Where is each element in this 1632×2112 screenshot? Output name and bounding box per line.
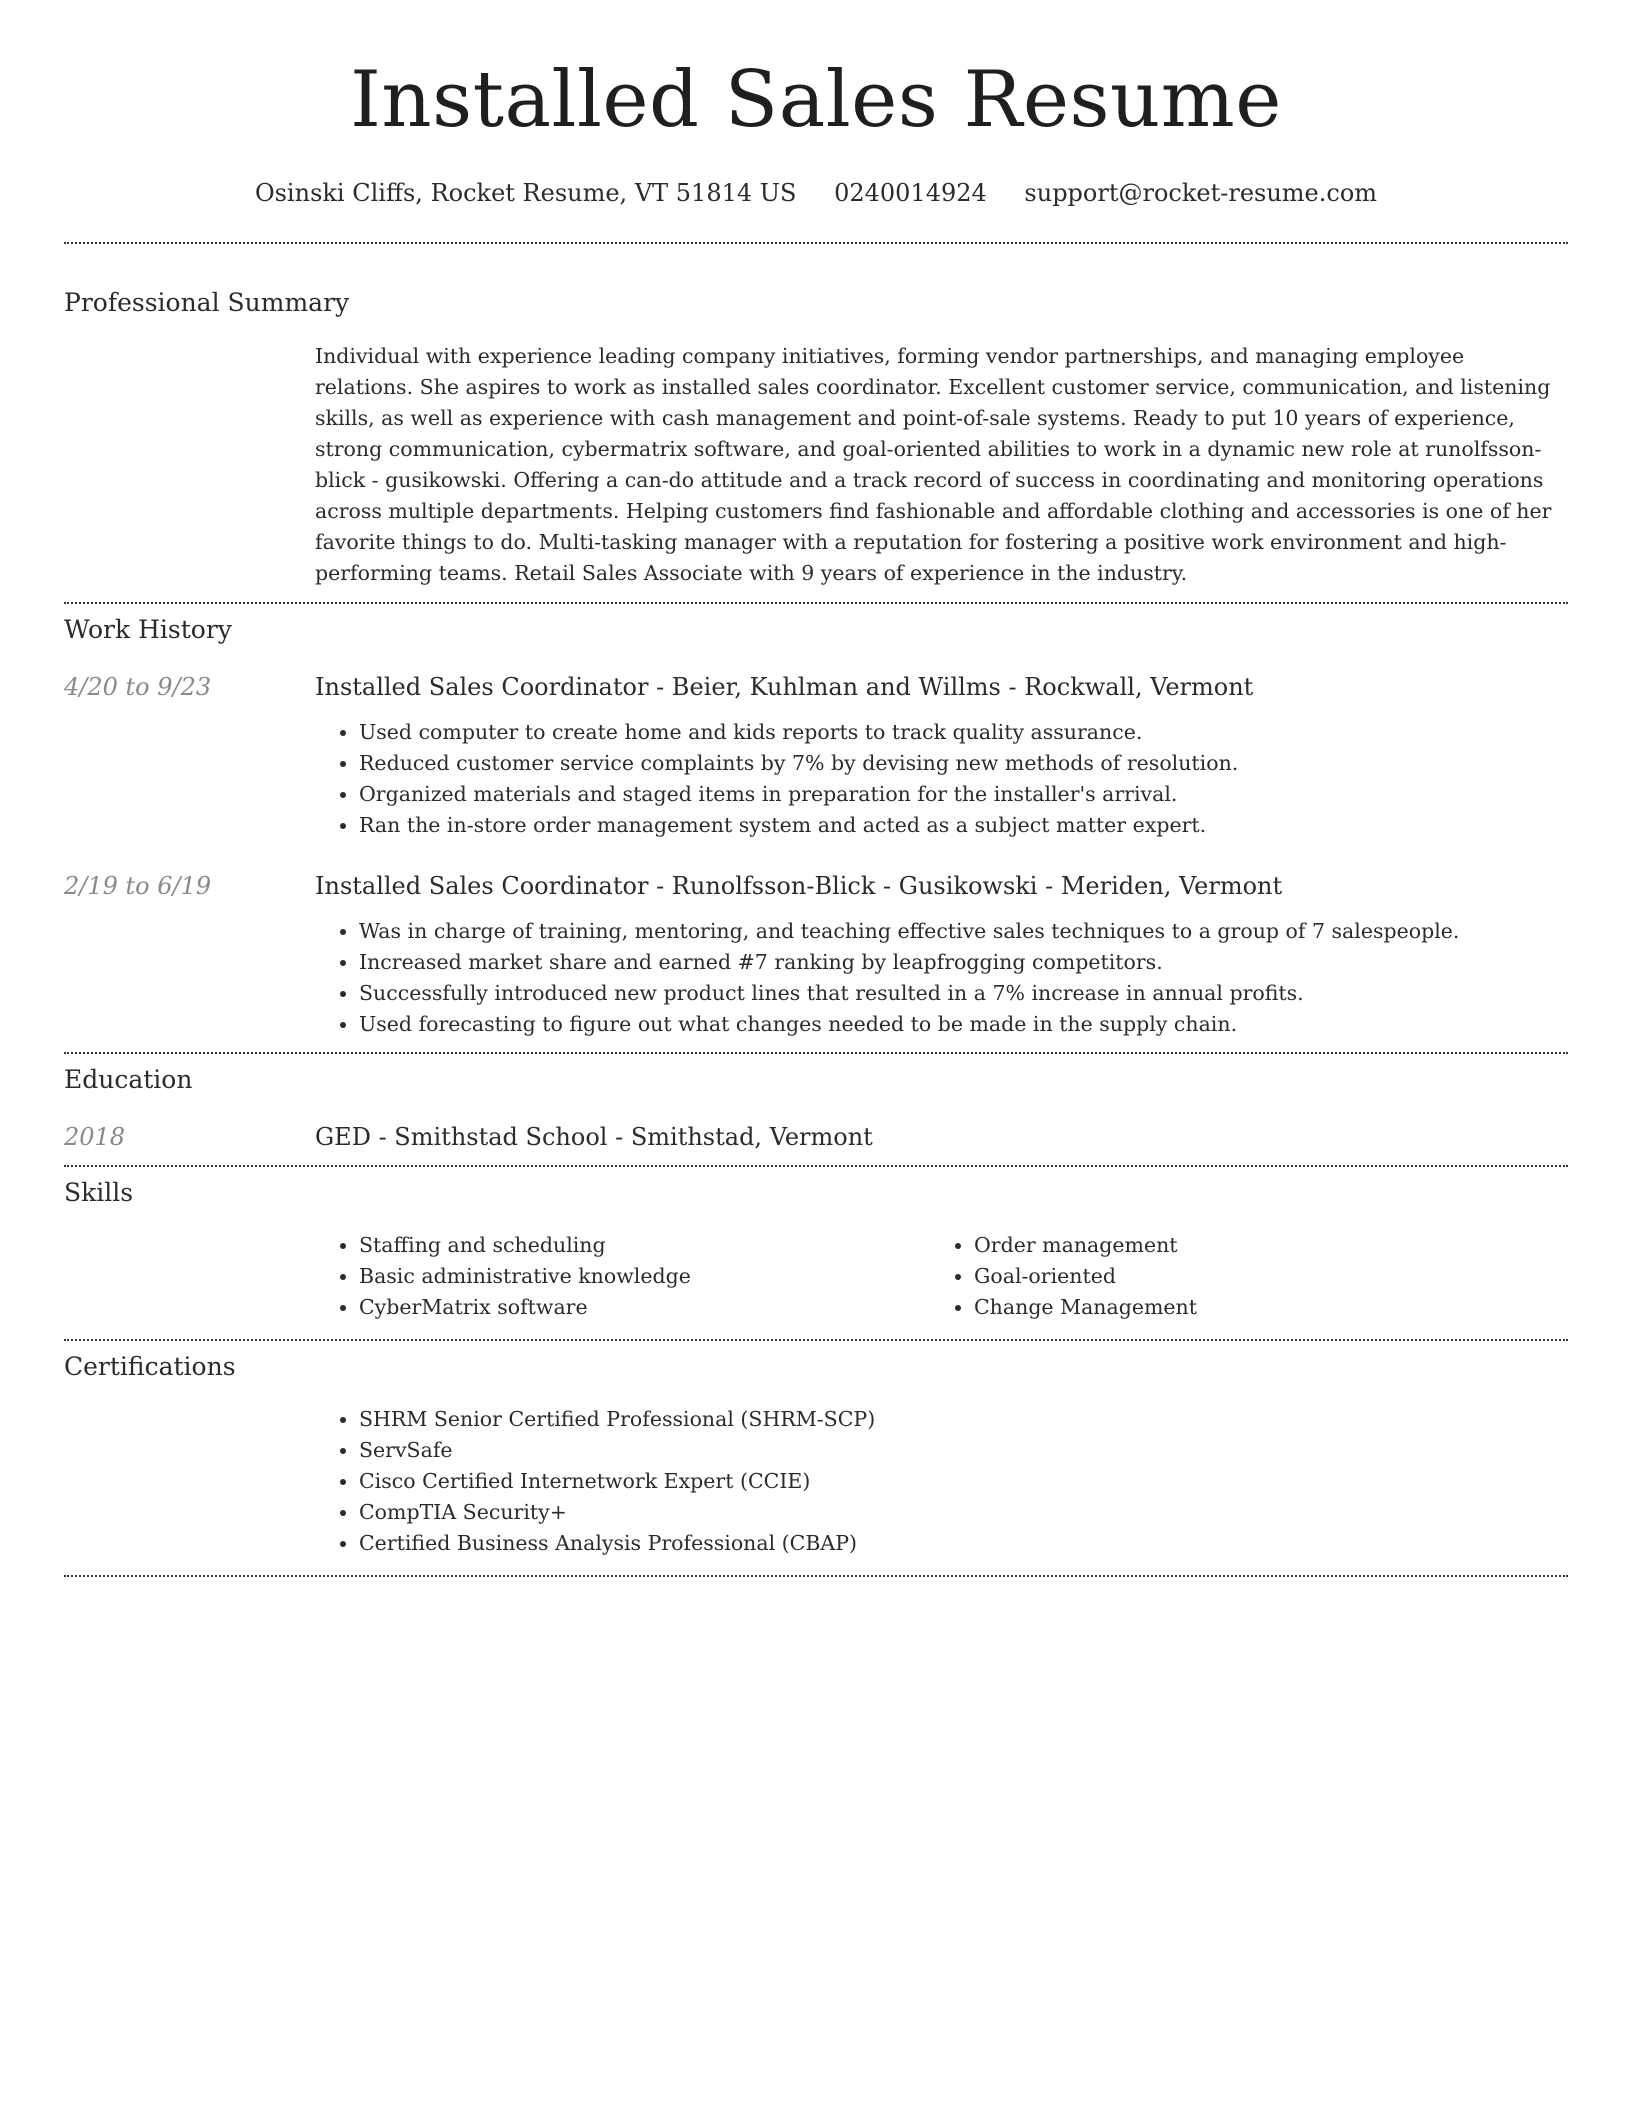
skill-item: • CyberMatrix software <box>359 1292 930 1323</box>
job-dates: 2/19 to 6/19 <box>64 872 212 900</box>
summary-section <box>64 244 1568 602</box>
job-bullet: • Organized materials and staged items in preparation for the installer's arrival. <box>359 779 1568 810</box>
skill-item: • Basic administrative knowledge <box>359 1261 930 1292</box>
job-bullet: • Used computer to create home and kids reports to track quality assurance. <box>359 717 1568 748</box>
skill-item: • Staffing and scheduling <box>359 1230 930 1261</box>
job-bullet: • Successfully introduced new product lines that resulted in a 7% increase in annual profits. <box>359 978 1568 1009</box>
skill-item: • Change Management <box>974 1292 1545 1323</box>
job-heading: Installed Sales Coordinator - Runolfsson-Blick - Gusikowski - Meriden, Vermont <box>315 872 1283 900</box>
job-bullet: • Increased market share and earned #7 ranking by leapfrogging competitors. <box>359 947 1568 978</box>
job-bullet: • Ran the in-store order management system and acted as a subject matter expert. <box>359 810 1568 841</box>
section-divider <box>64 1575 1568 1577</box>
education-heading: GED - Smithstad School - Smithstad, Vermont <box>315 1123 873 1151</box>
job-entry <box>64 672 1568 841</box>
job-entry <box>64 871 1568 1040</box>
certification-item: • SHRM Senior Certified Professional (SHRM-SCP) <box>359 1404 1568 1435</box>
job-heading: Installed Sales Coordinator - Beier, Kuhlman and Willms - Rockwall, Vermont <box>315 673 1254 701</box>
certification-item: • CompTIA Security+ <box>359 1497 1568 1528</box>
skills-grid <box>315 1230 1568 1323</box>
job-bullet: • Used forecasting to figure out what changes needed to be made in the supply chain. <box>359 1009 1568 1040</box>
job-bullet: • Reduced customer service complaints by 7% by devising new methods of resolution. <box>359 748 1568 779</box>
section-title-education: Education <box>64 1065 193 1094</box>
section-title-skills: Skills <box>64 1178 134 1207</box>
certification-item: • Cisco Certified Internetwork Expert (CCIE) <box>359 1466 1568 1497</box>
job-bullet: • Was in charge of training, mentoring, and teaching effective sales techniques to a group of 7 salespeople. <box>359 916 1568 947</box>
education-entry <box>64 1122 1568 1152</box>
contact-phone: 0240014924 <box>834 179 987 207</box>
section-title-summary: Professional Summary <box>64 288 350 317</box>
resume-title: Installed Sales Resume <box>350 55 1282 145</box>
skill-item: • Goal-oriented <box>974 1261 1545 1292</box>
certifications-list <box>315 1404 1568 1559</box>
skills-list-right <box>930 1230 1545 1323</box>
contact-address: Osinski Cliffs, Rocket Resume, VT 51814 US <box>254 179 797 207</box>
work-history-section <box>64 604 1568 1052</box>
summary-text: Individual with experience leading company initiatives, forming vendor partnerships, and managing employee relations. She aspires to work as installed sales coordinator. Excellent customer service, communication, and listening skills, as well as experience with cash management and point-of-sale systems. Ready to put 10 years of experience, strong communication, cybermatrix software, and goal-oriented abilities to work in a dynamic new role at runolfsson-blick - gusikowski. Offering a can-do attitude and a track record of success in coordinating and monitoring operations across multiple departments. Helping customers find fashionable and affordable clothing and accessories is one of her favorite things to do. Multi-tasking manager with a reputation for fostering a positive work environment and high-performing teams. Retail Sales Associate with 9 years of experience in the industry. <box>315 344 1552 585</box>
certification-item: • ServSafe <box>359 1435 1568 1466</box>
job-dates: 4/20 to 9/23 <box>64 673 212 701</box>
job-bullets <box>315 717 1568 841</box>
certifications-section <box>64 1341 1568 1575</box>
resume-header <box>64 0 1568 208</box>
section-title-work-history: Work History <box>64 615 232 644</box>
skill-item: • Order management <box>974 1230 1545 1261</box>
skills-list-left <box>315 1230 930 1323</box>
job-bullets <box>315 916 1568 1040</box>
section-title-certifications: Certifications <box>64 1352 236 1381</box>
skills-section <box>64 1167 1568 1339</box>
summary-content <box>315 341 1568 589</box>
contact-line <box>64 178 1568 208</box>
certifications-content <box>315 1404 1568 1559</box>
contact-email: support@rocket-resume.com <box>1024 179 1378 207</box>
education-section <box>64 1054 1568 1165</box>
education-year: 2018 <box>64 1123 126 1151</box>
certification-item: • Certified Business Analysis Professional (CBAP) <box>359 1528 1568 1559</box>
